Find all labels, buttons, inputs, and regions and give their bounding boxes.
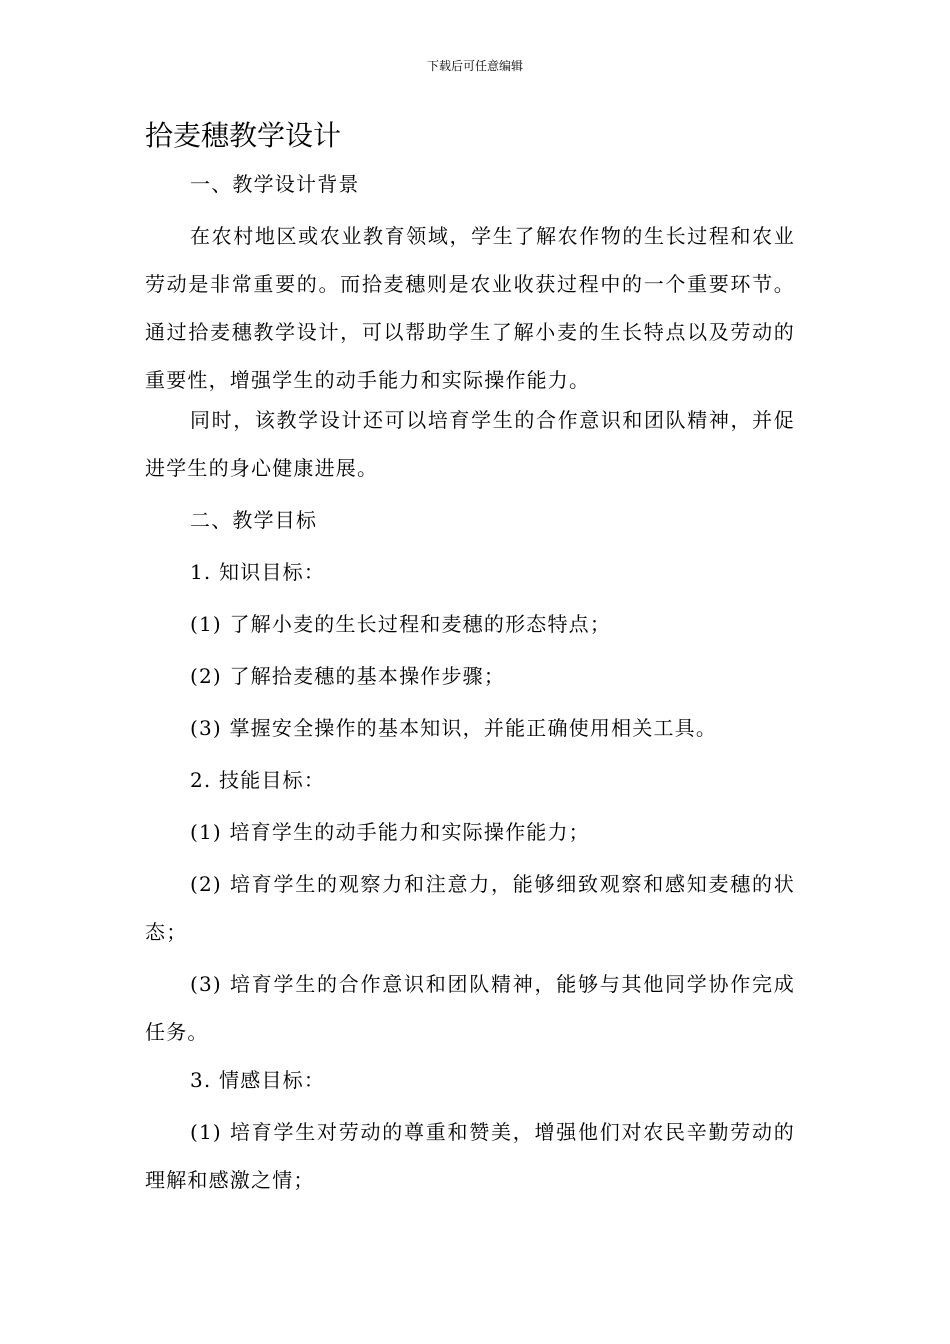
skill-goal-item: (1) 培育学生的动手能力和实际操作能力； [190, 820, 590, 844]
knowledge-goal-item: (1) 了解小麦的生长过程和麦穗的形态特点； [190, 612, 612, 636]
section-heading-goals: 二、教学目标 [190, 508, 318, 532]
knowledge-goals-heading: 1. 知识目标： [190, 560, 326, 584]
document-title: 拾麦穗教学设计 [145, 119, 342, 152]
skill-goal-item: (3) 培育学生的合作意识和团队精神，能够与其他同学协作完成任务。 [145, 972, 795, 1044]
emotion-goal-item: (1) 培育学生对劳动的尊重和赞美，增强他们对农民辛勤劳动的理解和感激之情； [145, 1120, 795, 1192]
knowledge-goal-item: (3) 掌握安全操作的基本知识，并能正确使用相关工具。 [190, 716, 718, 740]
header-note: 下载后可任意编辑 [426, 59, 523, 73]
section-heading-background: 一、教学设计背景 [190, 172, 360, 196]
background-paragraph-2: 同时，该教学设计还可以培育学生的合作意识和团队精神，并促进学生的身心健康进展。 [145, 408, 795, 480]
emotion-goals-heading: 3. 情感目标： [190, 1068, 326, 1092]
skill-goal-item: (2) 培育学生的观察力和注意力，能够细致观察和感知麦穗的状态； [145, 872, 795, 944]
knowledge-goal-item: (2) 了解拾麦穗的基本操作步骤； [190, 664, 506, 688]
skill-goals-heading: 2. 技能目标： [190, 768, 326, 792]
background-paragraph-1: 在农村地区或农业教育领域，学生了解农作物的生长过程和农业劳动是非常重要的。而拾麦穗则是农业收获过程中的一个重要环节。通过拾麦穗教学设计，可以帮助学生了解小麦的生长特点以及劳动的重要性，增强学生的动手能力和实际操作能力。 [145, 224, 795, 392]
